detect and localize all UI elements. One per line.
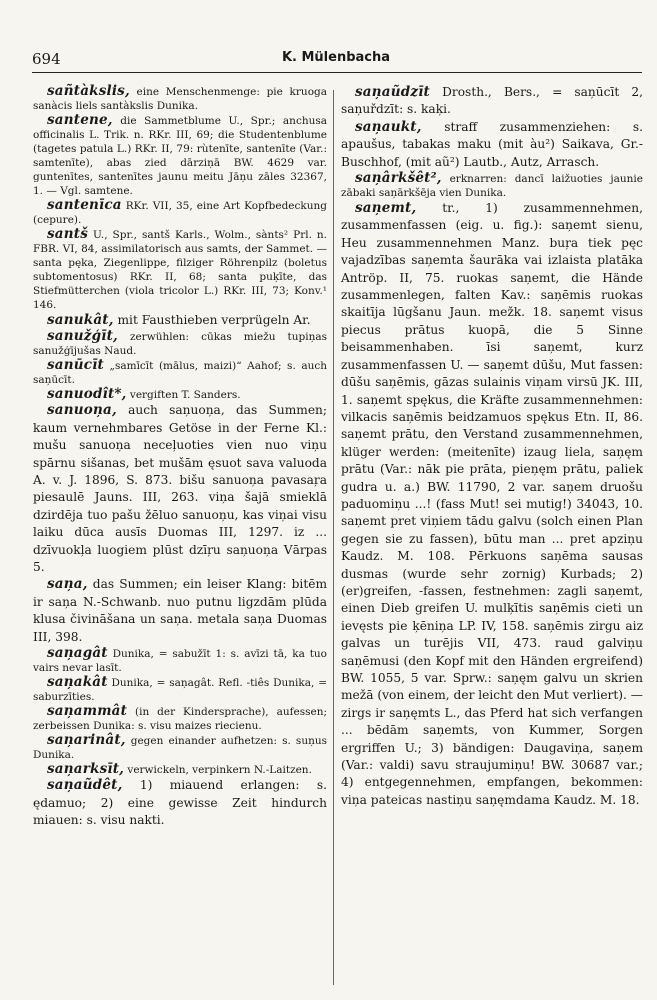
entry-headword: sanuoņa,	[47, 402, 117, 419]
entry-headword: saņaũdêt,	[47, 777, 123, 794]
dictionary-entry	[33, 576, 327, 646]
entry-body: vergiften T. Sanders.	[126, 389, 241, 402]
dictionary-entry	[33, 113, 327, 198]
entry-headword: saņarksīt,	[47, 761, 125, 778]
header-rule	[32, 72, 642, 73]
entry-body: mit Fausthieben verprügeln Ar.	[113, 313, 311, 327]
entry-body: Dunika, = saņagât. Refl. -tiês Dunika, = saburzīties.	[33, 677, 327, 704]
dictionary-entry	[33, 227, 327, 312]
page-number: 694	[32, 50, 61, 68]
dictionary-entry	[33, 675, 327, 704]
dictionary-entry	[341, 84, 643, 119]
entry-body: (in der Kindersprache), aufessen; zerbeissen Dunika: s. visu maizes riecienu.	[33, 706, 327, 733]
dictionary-entry	[33, 329, 327, 358]
entry-headword: saņagât	[47, 645, 108, 662]
entry-headword: saņemt,	[355, 200, 417, 217]
entry-headword: saņaukt,	[355, 118, 422, 135]
entry-headword: saņaũdzīt	[355, 84, 430, 100]
right-column	[341, 84, 643, 809]
dictionary-entry	[33, 198, 327, 227]
entry-headword: saņarinât,	[47, 732, 126, 749]
dictionary-entry	[341, 200, 643, 809]
column-divider	[333, 90, 334, 985]
entry-headword: sanūcīt	[47, 357, 104, 374]
dictionary-entry	[33, 402, 327, 576]
entry-body: straff zusammenziehen: s. apaušus, tabakas maku (mit àu²) Saikava, Gr.-Buschhof, (mit aũ²) Lautb., Autz, Arrasch.	[341, 119, 643, 169]
entry-body: erknarren: dancī laižuoties jaunie zābaki saņārkšēja vien Dunika.	[341, 173, 643, 200]
entry-body: U., Spr., santš Karls., Wolm., sànts² Prl. n. FBR. VI, 84, assimilatorisch aus samts, der Sammet. — santa pęka, Ziegenlippe, filziger Röhrenpilz (boletus subtomentosus) RKr. II, 68; santa puķīte, das Stiefmütterchen (viola tricolor L.) RKr. III, 73; Konv.¹ 146.	[33, 229, 327, 311]
entry-body: „samīcīt (mālus, maizi)“ Aahof; s. auch saņūcīt.	[33, 360, 327, 387]
entry-headword: santš	[47, 226, 88, 242]
dictionary-entry	[33, 777, 327, 829]
entry-body: Drosth., Bers., = saņūcīt 2, saņuřdzīt: s. kaķi.	[341, 85, 643, 117]
entry-body: zerwühlen: cūkas miežu tupiņas sanužģījušas Naud.	[33, 331, 327, 358]
entry-body: 1) miauend erlangen: s. ędamuo; 2) eine gewisse Zeit hindurch miauen: s. visu nakti.	[33, 778, 327, 827]
entry-body: tr., 1) zusammennehmen, zusammenfassen (eig. u. fig.): saņemt sienu, Heu zusammennehmen Manz. buŗa tiek pęc vajadzības saņemta šaurāka vai izlaista platāka Antröp. II, 75. ruokas saņemt, die Hände zusammenlegen, falten Kav.: saņēmis ruokas skaitīja lūgšanu Jaun. mežk. 18. saņemt visus piecus prātus kuopā, die 5 Sinne beisammenhaben. īsi saņemt, kurz zusammenfassen U. — saņemt dūšu, Mut fassen: dūšu saņēmis, gāzas sulainis viņam virsū JK. III, 1. saņemt spękus, die Kräfte zusammennehmen: vilkacis saņēmis beidzamuos spękus Etn. II, 86. saņemt prātu, den Verstand zusammennehmen, klüger werden: (meitenīte) izaug liela, saņęm prātu (Var.: nāk pie prāta, pieņęm prātu, paliek gudra u. a.) BW. 11790, 2 var. saņem druošu paduomiņu ...! (fass Mut! sei mutig!) 34043, 10. saņemt pret viņiem tādu galvu (solch einen Plan gegen sie zu fassen), būtu man ... pret apziņu Kaudz. M. 108. Pērkuons saņēma sausas dusmas (wurde sehr zornig) Kurbads; 2) (er)greifen, -fassen, festnehmen: zagli saņemt, einen Dieb greifen U. mulķītis saņēmis cieti un ievęsts pie ķēniņa LP. IV, 158. saņēmis zirgu aiz galvas un turējis VII, 473. raud galviņu saņēmusi (den Kopf mit den Händen ergreifend) BW. 1055, 5 var. Sprw.: saņęm galvu un skrien mežā (von einem, der leicht den Mut verliert). — zirgs ir saņęmts L., das Pferd hat sich verfangen ... bēdām saņemts, von Kummer, Sorgen ergriffen U.; 3) bändigen: Daugaviņa, saņem (Var.: valdi) savu straujumiņu! BW. 30687 var.; 4) entgegennehmen, empfangen, bekommen: viņa pateicas nastiņu saņęmdama Kaudz. M. 18.	[341, 201, 643, 807]
entry-headword: sanukât,	[47, 312, 114, 328]
dictionary-entry	[341, 171, 643, 200]
entry-body: eine Menschenmenge: pie kruoga sanàcis liels santàkslis Dunika.	[33, 86, 327, 112]
entry-body: Dunika, = sabužīt 1: s. avīzi tā, ka tuo vairs nevar lasīt.	[33, 648, 327, 675]
entry-headword: saņa,	[47, 576, 88, 593]
entry-headword: saņârkšêt²,	[355, 170, 442, 187]
entry-headword: saņakât	[47, 674, 108, 691]
entry-headword: santenīca	[47, 197, 122, 213]
entry-headword: santene,	[47, 112, 113, 128]
dictionary-entry	[33, 704, 327, 733]
dictionary-entry	[33, 733, 327, 762]
dictionary-entry	[33, 762, 327, 777]
entry-body: RKr. VII, 35, eine Art Kopfbedeckung (cepure).	[33, 200, 327, 226]
dictionary-entry	[33, 358, 327, 387]
dictionary-entry	[33, 312, 327, 329]
entry-headword: saņammât	[47, 703, 128, 720]
page-header	[32, 50, 640, 70]
entry-headword: sañtàkslis,	[47, 83, 130, 99]
entry-body: die Sammetblume U., Spr.; anchusa officinalis L. Trik. n. RKr. III, 69; die Studentenblume (tagetes patula L.) RKr. II, 79: rùtenīte, santenīte (Var.: samtenīte), abas zied dārziņā BW. 4629 var. guntenītes, santenītes jaunu meitu Jāņu zāles 32367, 1. — Vgl. samtene.	[33, 115, 327, 197]
dictionary-entry	[33, 387, 327, 402]
entry-body: verwickeln, verpinkern N.-Laitzen.	[124, 764, 312, 777]
entry-headword: sanužģīt,	[47, 328, 118, 345]
left-column	[33, 84, 327, 829]
running-head: K. Mülenbacha	[281, 50, 391, 65]
entry-headword: sanuodît*,	[47, 386, 127, 403]
entry-body: das Summen; ein leiser Klang: bitēm ir saņa N.-Schwanb. nuo putnu ligzdām plūda klusa čivināšana un saņa. metala saņa Duomas III, 398.	[33, 577, 327, 644]
entry-body: gegen einander aufhetzen: s. suņus Dunika.	[33, 735, 327, 762]
dictionary-entry	[33, 84, 327, 113]
dictionary-entry	[341, 119, 643, 171]
entry-body: auch saņuoņa, das Summen; kaum vernehmbares Getöse in der Ferne Kl.: mušu sanuoņa neceļuoties vien nuo viņu spārnu sišanas, bet mušām ęsuot sava valuoda A. v. J. 1896, S. 873. bišu sanuoņa pavasaŗa piesaulē Jauns. III, 263. viņa šajā smieklā dzirdēja tuo pašu žēluo sanuoņu, kas viņai visu laiku dūca ausīs Duomas III, 1297. iz ... dzīvuokļa luogiem plūst dzīŗu saņuoņa Vārpas 5.	[33, 403, 327, 575]
dictionary-entry	[33, 646, 327, 675]
